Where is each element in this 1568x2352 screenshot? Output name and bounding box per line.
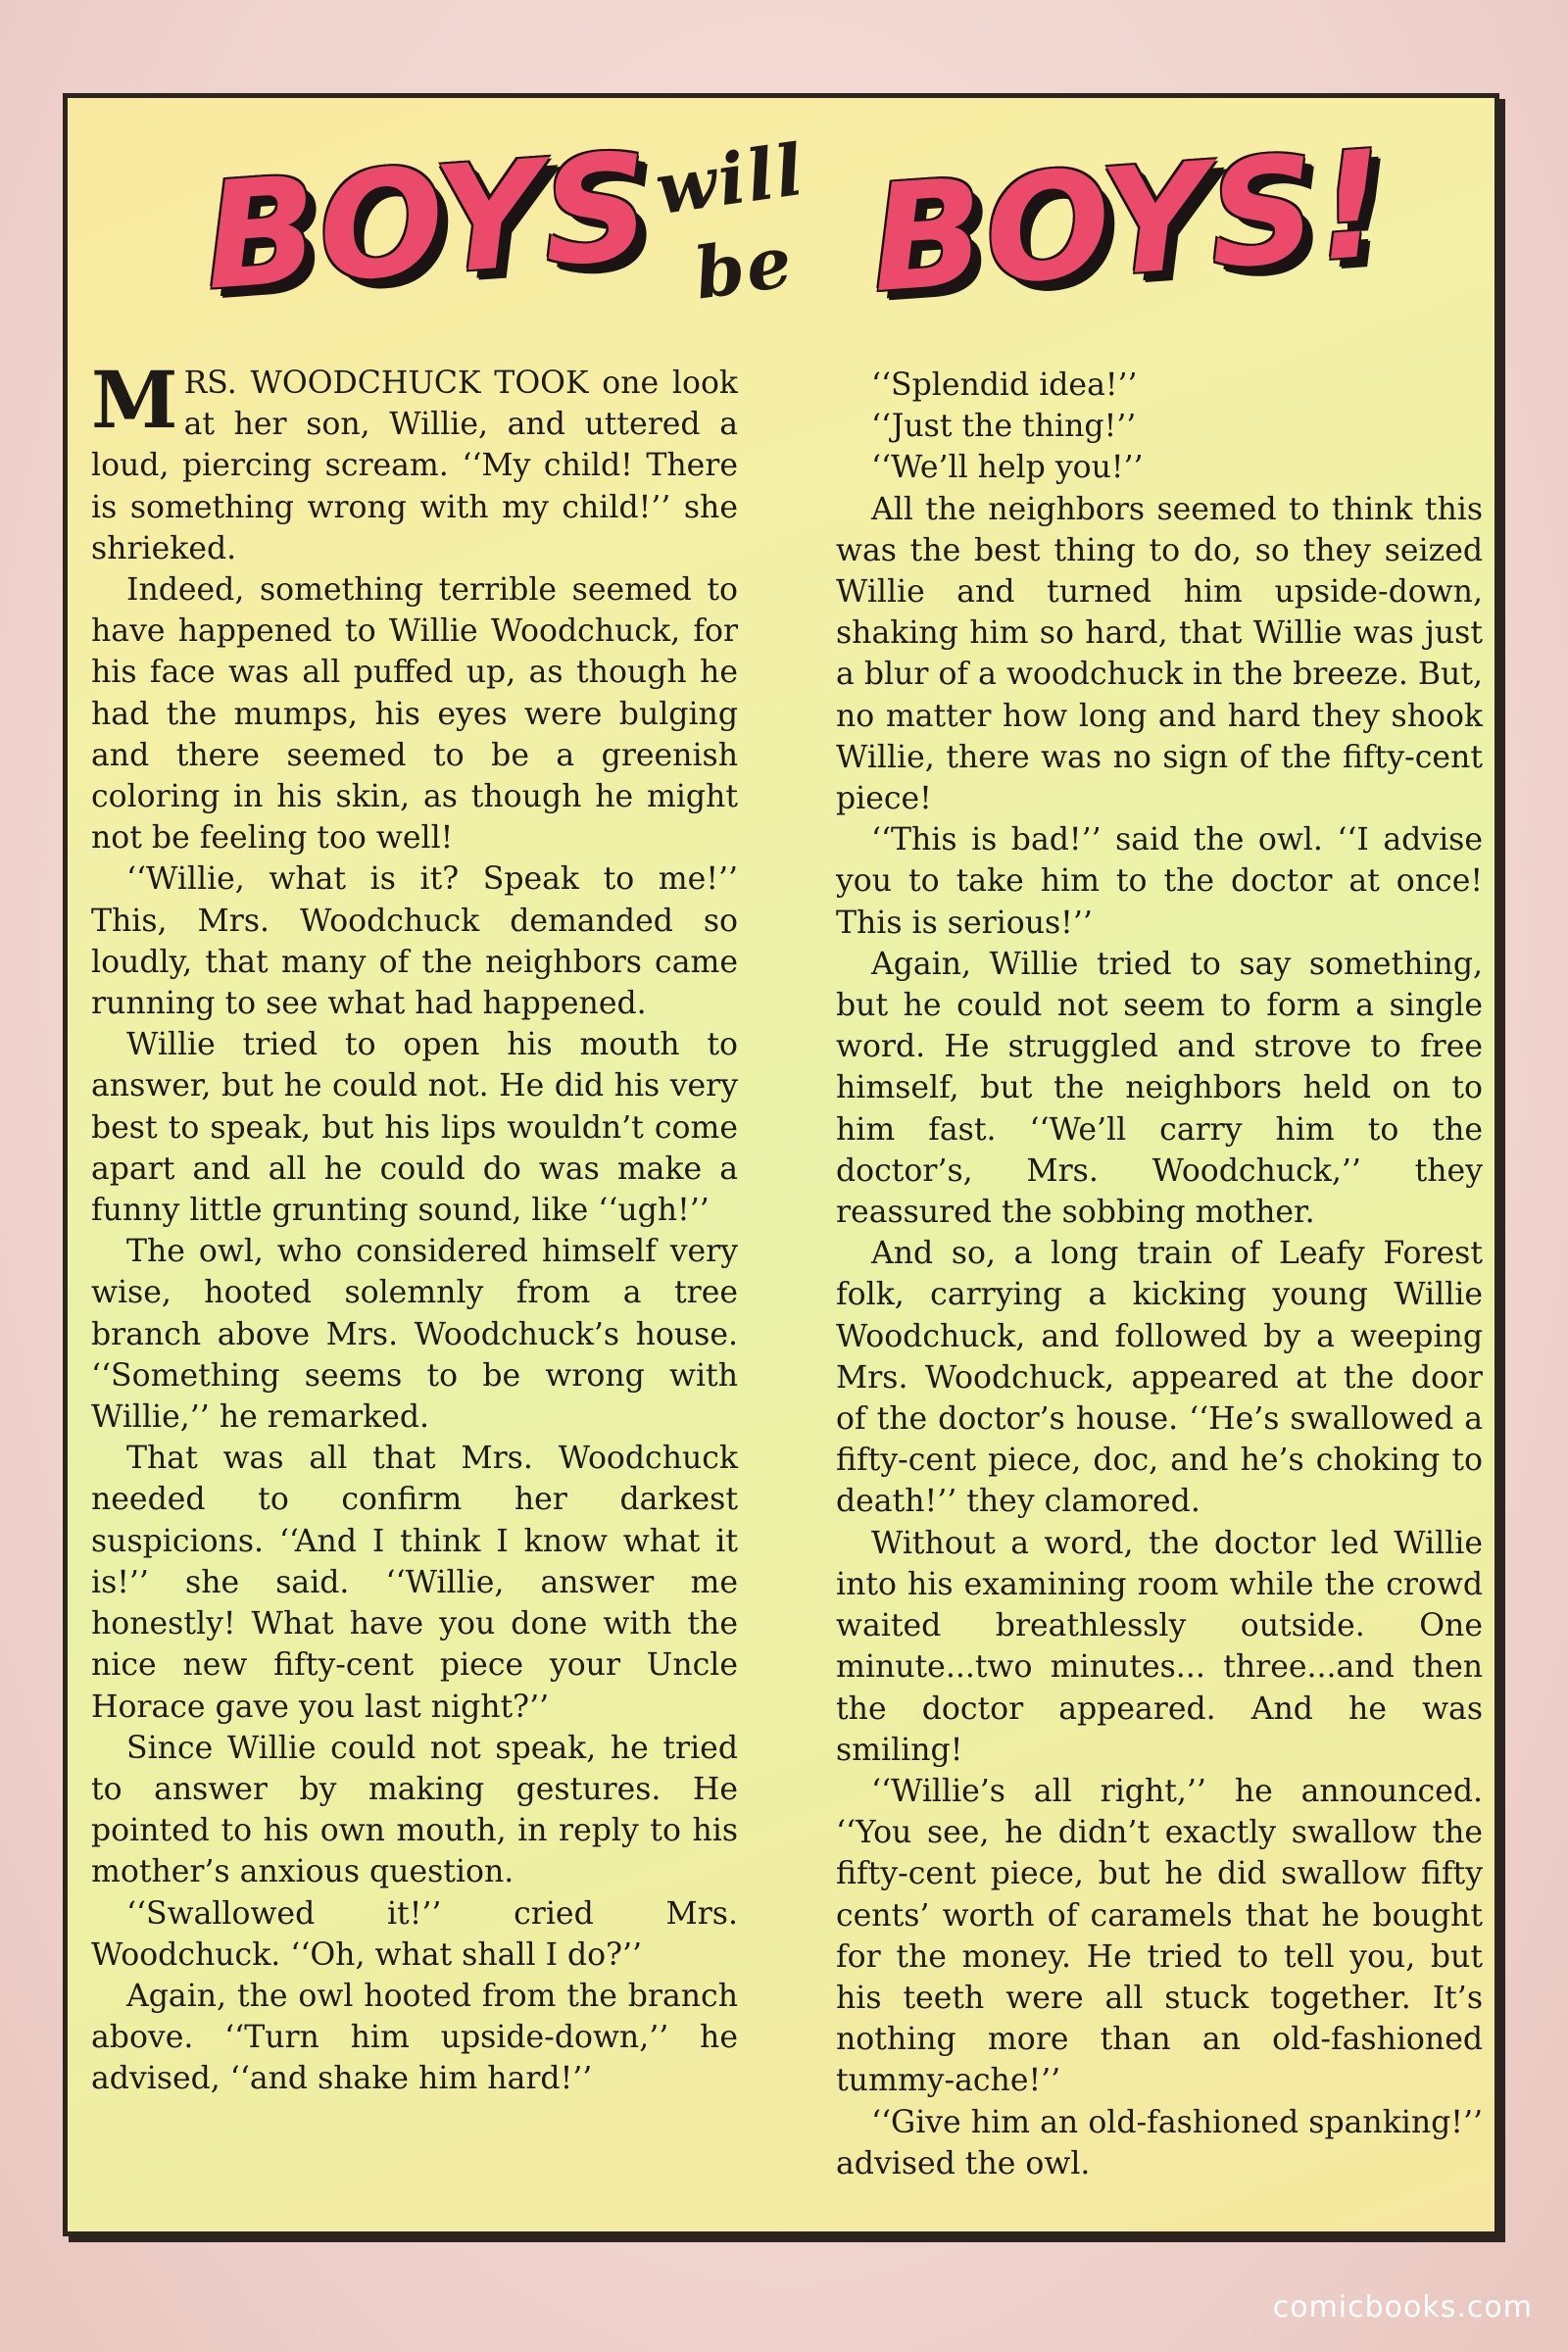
- paragraph: The owl, who considered himself very wise, hooted solemnly from a tree branch above Mrs. Woodchuck’s house. ‘‘Something seems to be wrong with Willie,’’ he remarked.: [91, 1234, 738, 1436]
- story-panel: [63, 93, 1499, 2236]
- title-word-be: be: [689, 219, 799, 316]
- title-word-will: will: [650, 126, 810, 231]
- title-word-boys: BOYS: [199, 122, 658, 323]
- paragraph: ‘‘Swallowed it!’’ cried Mrs. Woodchuck. ‘‘Oh, what shall I do?’’: [91, 1895, 738, 1973]
- paragraph: ‘‘Splendid idea!’’: [871, 368, 1138, 403]
- drop-cap: M: [91, 354, 178, 446]
- paragraph: Again, the owl hooted from the branch above. ‘‘Turn him upside-down,’’ he advised, ‘‘and shake him hard!’’: [91, 1978, 738, 2097]
- paragraph: Again, Willie tried to say something, but he could not seem to form a single word. He struggled and strove to free himself, but the neighbors held on to him fast. ‘‘We’ll carry him to the doctor’s, Mrs. Woodchuck,’’ they reassured the sobbing mother.: [836, 946, 1483, 1231]
- paragraph: [91, 354, 738, 569]
- paragraph-text: RS. WOODCHUCK TOOK one look at her son, Willie, and uttered a loud, piercing scream. ‘‘My child! There is something wrong with my child!’’ she shrieked.: [91, 366, 738, 566]
- paragraph: Indeed, something terrible seemed to have happened to Willie Woodchuck, for his face was all puffed up, as though he had the mumps, his eyes were bulging and there seemed to be a greenish coloring in his skin, as though he might not be feeling too well!: [91, 572, 738, 857]
- paragraph: And so, a long train of Leafy Forest folk, carrying a kicking young Willie Woodchuck, and followed by a weeping Mrs. Woodchuck, appeared at the door of the doctor’s house. ‘‘He’s swallowed a fifty-cent piece, doc, and he’s choking to death!’’ they clamored.: [836, 1236, 1483, 1520]
- story-title: [68, 98, 1494, 382]
- left-text-column: [91, 354, 738, 2100]
- paragraph: Without a word, the doctor led Willie into his examining room while the crowd waited breathlessly outside. One minute...two minutes... three...and then the doctor appeared. And he was smiling!: [836, 1525, 1483, 1768]
- title-word-boys-exclaim: BOYS!: [865, 119, 1393, 326]
- paragraph: ‘‘Just the thing!’’: [871, 409, 1137, 445]
- right-text-column: [836, 365, 1483, 2184]
- paragraph: ‘‘Willie’s all right,’’ he announced. ‘‘You see, he didn’t exactly swallow the fifty-cent piece, but he did swallow fifty cents’ worth of caramels that he bought for the money. He tried to tell you, but his teeth were all stuck together. It’s nothing more than an old-fashioned tummy-ache!’’: [836, 1773, 1483, 2099]
- paragraph: ‘‘This is bad!’’ said the owl. ‘‘I advise you to take him to the doctor at once! This is serious!’’: [836, 822, 1483, 941]
- paragraph: Since Willie could not speak, he tried to answer by making gestures. He pointed to his own mouth, in reply to his mother’s anxious question.: [91, 1730, 738, 1890]
- paragraph: ‘‘We’ll help you!’’: [871, 450, 1144, 486]
- paragraph: All the neighbors seemed to think this was the best thing to do, so they seized Willie and turned him upside-down, shaking him so hard, that Willie was just a blur of a woodchuck in the breeze. But, no matter how long and hard they shook Willie, there was no sign of the fifty-cent piece!: [836, 491, 1483, 817]
- paragraph: Willie tried to open his mouth to answer, but he could not. He did his very best to speak, but his lips wouldn’t come apart and all he could do was make a funny little grunting sound, like ‘‘ugh!’’: [91, 1027, 738, 1229]
- paragraph: ‘‘Willie, what is it? Speak to me!’’ This, Mrs. Woodchuck demanded so loudly, that many of the neighbors came running to see what had happened.: [91, 861, 738, 1022]
- paragraph: That was all that Mrs. Woodchuck needed to confirm her darkest suspicions. ‘‘And I think I know what it is!’’ she said. ‘‘Willie, answer me honestly! What have you done with the nice new fifty-cent piece your Uncle Horace gave you last night?’’: [91, 1441, 738, 1725]
- paragraph: ‘‘Give him an old-fashioned spanking!’’ advised the owl.: [836, 2104, 1483, 2181]
- site-watermark: comicbooks.com: [1272, 2290, 1533, 2325]
